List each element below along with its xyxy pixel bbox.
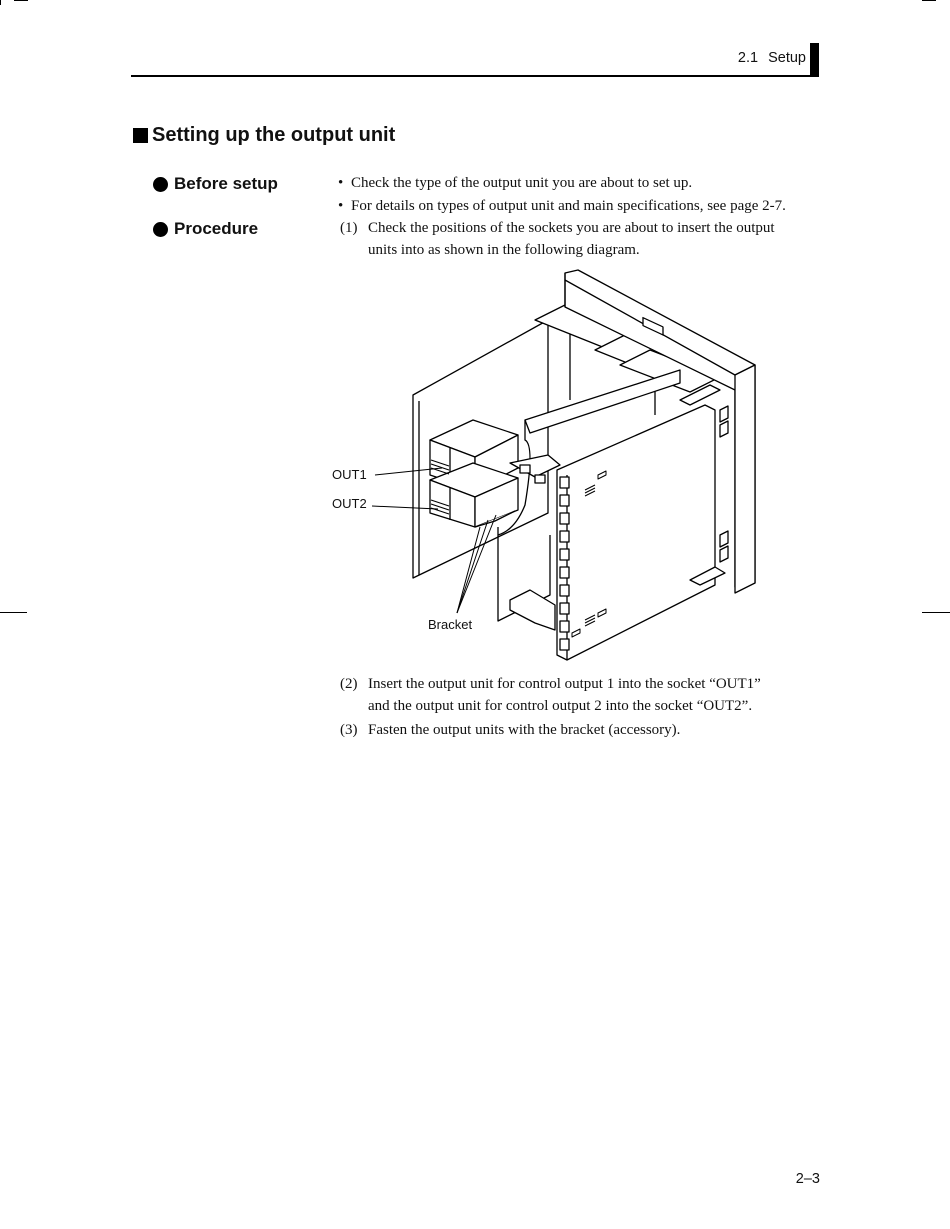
procedure-heading <box>153 219 258 239</box>
bullet-dot-icon: • <box>338 175 344 191</box>
procedure-step-3: (3) Fasten the output units with the bracket (accessory). <box>340 722 681 738</box>
before-setup-bullet-1: • Check the type of the output unit you are about to set up. <box>338 172 692 194</box>
crop-mark-top-right <box>922 0 936 1</box>
label-bracket: Bracket <box>428 617 473 632</box>
procedure-title: Procedure <box>174 219 259 238</box>
before-setup-title: Before setup <box>174 174 278 193</box>
crop-mark-top-left <box>0 0 1 5</box>
circle-bullet-icon <box>153 222 168 237</box>
header-rule <box>131 75 819 77</box>
header-section-number: 2.1 <box>737 50 759 66</box>
page-number: 2–3 <box>795 1171 820 1187</box>
header-section-title: Setup <box>768 50 806 66</box>
circle-bullet-icon <box>153 177 168 192</box>
section-heading <box>133 124 395 147</box>
crop-mark-mid-left <box>0 612 27 613</box>
header-tab <box>810 43 819 77</box>
before-setup-heading <box>153 174 278 194</box>
square-bullet-icon <box>133 128 148 143</box>
running-header <box>738 50 806 66</box>
crop-mark-top-left-h <box>14 0 28 1</box>
crop-mark-mid-right <box>922 612 950 613</box>
label-out1: OUT1 <box>332 467 367 482</box>
section-heading-text: Setting up the output unit <box>152 124 396 146</box>
bullet-dot-icon: • <box>338 198 344 214</box>
label-out2: OUT2 <box>332 496 367 511</box>
procedure-step-2: (2) Insert the output unit for control output 1 into the socket “OUT1” and the output unit for control output 2 into the socket “OUT2”. <box>340 676 761 714</box>
before-setup-bullet-2: • For details on types of output unit and main specifications, see page 2-7. <box>338 195 786 217</box>
procedure-step-1: (1) Check the positions of the sockets you are about to insert the output units into as shown in the following diagram. <box>340 220 775 258</box>
socket-diagram <box>320 265 780 665</box>
